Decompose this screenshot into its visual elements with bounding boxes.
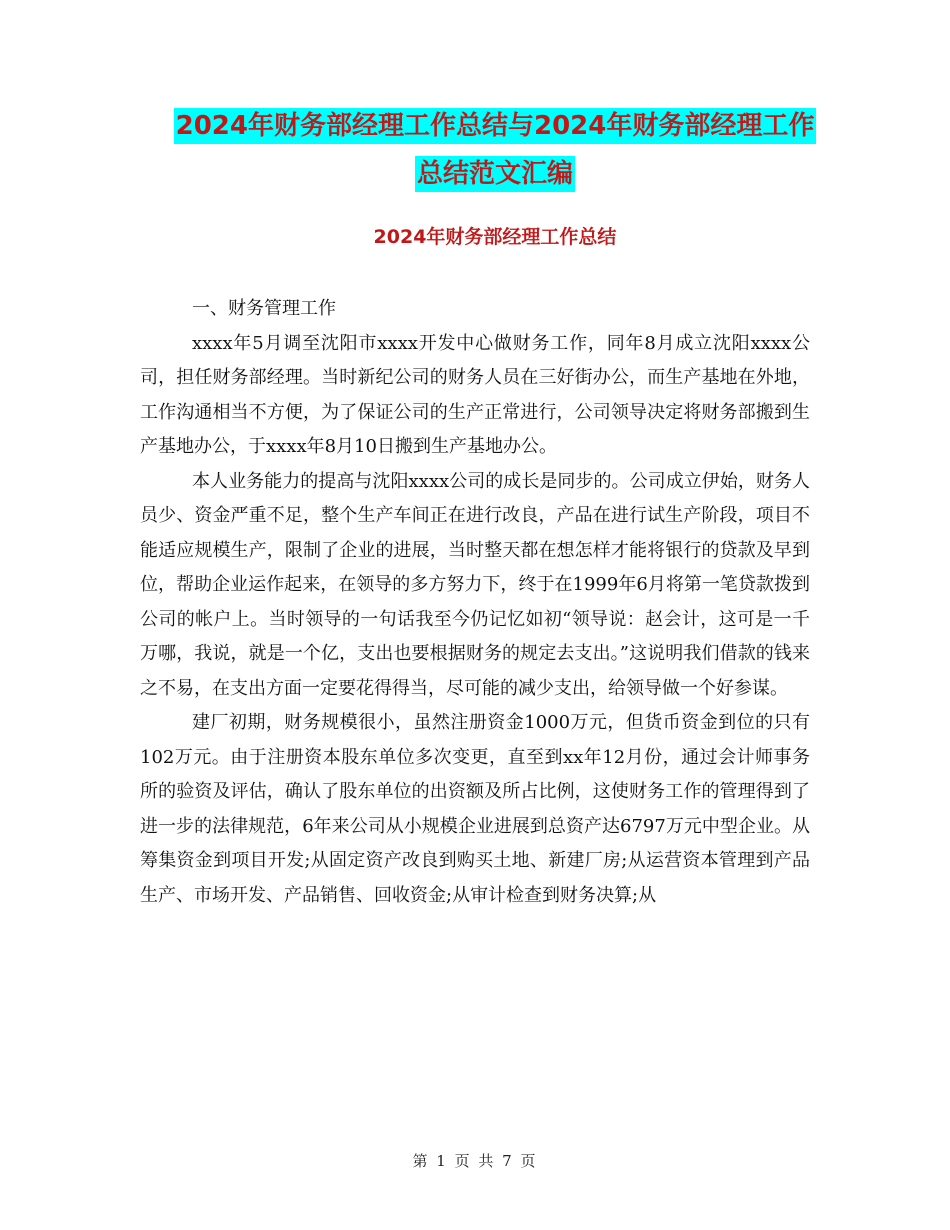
document-body	[140, 292, 810, 913]
paragraph-2: 本人业务能力的提高与沈阳xxxx公司的成长是同步的。公司成立伊始，财务人员少、资金严重不足，整个生产车间正在进行改良，产品在进行试生产阶段，项目不能适应规模生产，限制了企业的进展，当时整天都在想怎样才能将银行的贷款及早到位，帮助企业运作起来，在领导的多方努力下，终于在1999年6月将第一笔贷款拨到公司的帐户上。当时领导的一句话我至今仍记忆如初“领导说：赵会计，这可是一千万哪，我说，就是一个亿，支出也要根据财务的规定去支出。”这说明我们借款的钱来之不易，在支出方面一定要花得得当，尽可能的减少支出，给领导做一个好参谋。	[140, 470, 810, 699]
document-title-line-2: 总结范文汇编	[415, 156, 575, 192]
section-heading: 一、财务管理工作	[192, 298, 336, 319]
paragraph-3: 建厂初期，财务规模很小，虽然注册资金1000万元，但货币资金到位的只有102万元。由于注册资本股东单位多次变更，直至到xx年12月份，通过会计师事务所的验资及评估，确认了股东单位的出资额及所占比例，这使财务工作的管理得到了进一步的法律规范，6年来公司从小规模企业进展到总资产达6797万元中型企业。从筹集资金到项目开发;从固定资产改良到购买土地、新建厂房;从运营资本管理到产品生产、市场开发、产品销售、回收资金;从审计检查到财务决算;从	[140, 712, 811, 906]
paragraph-1: xxxx年5月调至沈阳市xxxx开发中心做财务工作，同年8月成立沈阳xxxx公司，担任财务部经理。当时新纪公司的财务人员在三好街办公，而生产基地在外地，工作沟通相当不方便，为了保证公司的生产正常进行，公司领导决定将财务部搬到生产基地办公，于xxxx年8月10日搬到生产基地办公。	[140, 332, 810, 457]
section-title: 2024年财务部经理工作总结	[373, 226, 617, 248]
page-footer: 第 1 页 共 7 页	[412, 1152, 538, 1170]
document-title	[140, 108, 850, 204]
document-title-line-1: 2024年财务部经理工作总结与2024年财务部经理工作	[174, 108, 817, 144]
